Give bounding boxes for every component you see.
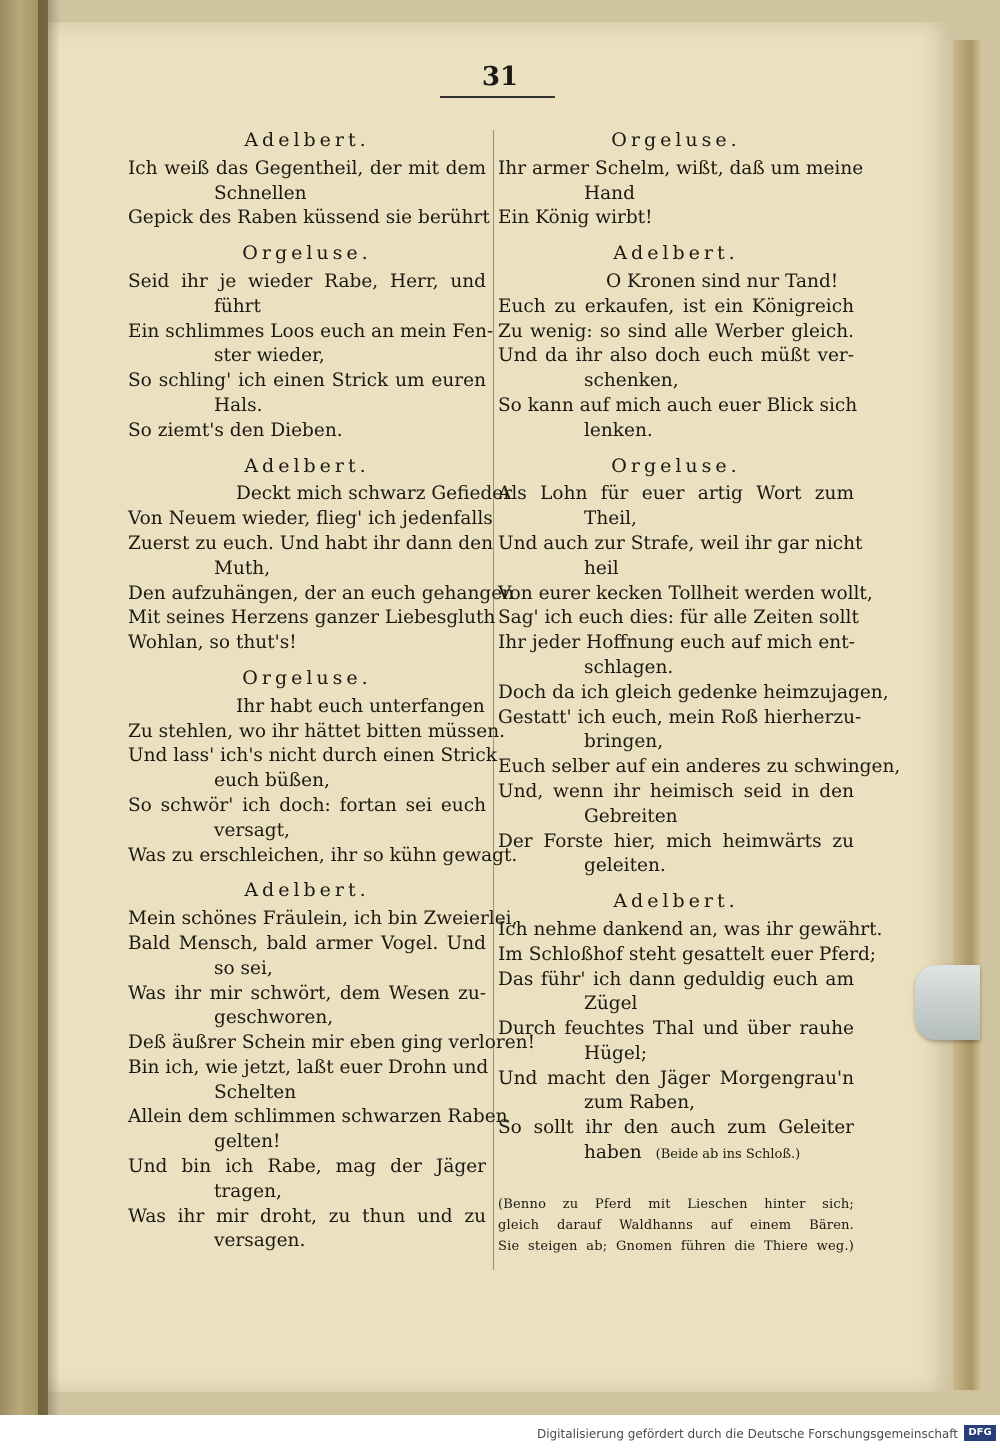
- verse-line: [498, 1116, 854, 1141]
- verse-text: Und da ihr also doch euch müßt ver-: [498, 345, 854, 367]
- verse-line: [498, 805, 854, 830]
- speaker-name: Orgeluse.: [242, 242, 372, 265]
- verse-text: zum Raben,: [584, 1092, 696, 1114]
- verse-text: Von eurer kecken Tollheit werden wollt,: [498, 582, 873, 604]
- verse-text: Das führ' ich dann geduldig euch am: [498, 968, 854, 990]
- verse-text: Mit seines Herzens ganzer Liebesgluth: [128, 607, 496, 629]
- verse-line: [128, 320, 494, 345]
- verse-text: Und lass' ich's nicht durch einen Strick: [128, 745, 497, 767]
- verse-text: tragen,: [214, 1180, 282, 1202]
- spine-shadow: [38, 0, 60, 1415]
- verse-text: Was ihr mir droht, zu thun und zu: [128, 1205, 486, 1227]
- verse-line: [128, 631, 486, 656]
- verse-text: lenken.: [584, 419, 653, 441]
- footer-bar: [0, 1415, 1000, 1456]
- verse-line: [128, 695, 486, 720]
- verse-text: Und, wenn ihr heimisch seid in den: [498, 780, 854, 802]
- verse-line: [498, 1091, 854, 1116]
- speaker-name: Adelbert.: [244, 129, 370, 151]
- verse-line: [128, 606, 496, 631]
- speaker-name: Orgeluse.: [611, 129, 741, 151]
- verse-line: [128, 1205, 486, 1230]
- verse-text: Seid ihr je wieder Rabe, Herr, und: [128, 270, 486, 292]
- verse-line: [498, 606, 859, 631]
- verse-line: [498, 656, 854, 681]
- verse-line: [128, 794, 486, 819]
- verse-text: schlagen.: [584, 656, 674, 678]
- verse-line: [128, 582, 515, 607]
- verse-line: [498, 681, 889, 706]
- verse-line: [498, 780, 854, 805]
- verse-line: [498, 394, 858, 419]
- inline-stage-direction: (Beide ab ins Schloß.): [655, 1147, 801, 1163]
- verse-text: gelten!: [214, 1131, 281, 1153]
- verse-line: [498, 968, 854, 993]
- verse-line: [128, 182, 486, 207]
- verse-text: Zügel: [584, 993, 638, 1015]
- verse-line: [498, 182, 854, 207]
- verse-text: Deß äußrer Schein mir eben ging verloren!: [128, 1032, 535, 1054]
- verse-text: So kann auf mich auch euer Blick sich: [498, 394, 858, 416]
- verse-line: [128, 769, 486, 794]
- page-number-rule: [440, 96, 555, 98]
- stage-direction-line: Sie steigen ab; Gnomen führen die Thiere weg.): [498, 1238, 854, 1254]
- verse-text: So schling' ich einen Strick um euren: [128, 370, 486, 392]
- verse-line: [128, 419, 486, 444]
- verse-text: heil: [584, 557, 619, 579]
- verse-line: [498, 295, 854, 320]
- verse-text: Und macht den Jäger Morgengrau'n: [498, 1067, 854, 1089]
- verse-text: Durch feuchtes Thal und über rauhe: [498, 1018, 854, 1040]
- verse-line: [498, 206, 854, 231]
- verse-text: Euch zu erkaufen, ist ein Königreich: [498, 295, 854, 317]
- verse-text: Hals.: [214, 394, 263, 416]
- verse-line: [498, 482, 854, 507]
- verse-line: [498, 1017, 854, 1042]
- verse-text: Zu stehlen, wo ihr hättet bitten müssen.: [128, 720, 506, 742]
- verse-line: [128, 1056, 489, 1081]
- verse-line: [498, 320, 854, 345]
- verse-line: [498, 992, 854, 1017]
- verse-text: Bin ich, wie jetzt, laßt euer Drohn und: [128, 1056, 489, 1078]
- page-clip: [915, 965, 980, 1040]
- verse-line: [128, 1155, 486, 1180]
- speaker-name: Adelbert.: [244, 454, 370, 477]
- verse-text: geschworen,: [214, 1007, 334, 1029]
- verse-text: Deckt mich schwarz Gefieder: [236, 483, 513, 505]
- verse-text: So schwör' ich doch: fortan sei euch: [128, 794, 486, 816]
- verse-text: führt: [214, 295, 261, 317]
- verse-text: versagen.: [214, 1230, 306, 1252]
- left-column: [128, 128, 535, 1254]
- stage-direction: [498, 1194, 854, 1257]
- footer-credit: Digitalisierung gefördert durch die Deutsche Forschungsgemeinschaft: [536, 1427, 958, 1441]
- verse-text: Sag' ich euch dies: für alle Zeiten sollt: [498, 607, 859, 629]
- verse-text: Mein schönes Fräulein, ich bin Zweierlei,: [128, 908, 518, 930]
- verse-line: [498, 730, 854, 755]
- verse-text: Muth,: [214, 557, 271, 579]
- verse-line: [498, 369, 854, 394]
- verse-text: Hügel;: [584, 1042, 647, 1064]
- verse-text: Was ihr mir schwört, dem Wesen zu-: [128, 982, 486, 1004]
- verse-text: Ihr habt euch unterfangen: [236, 695, 485, 717]
- verse-text: Schelten: [214, 1081, 297, 1103]
- verse-line: [498, 557, 854, 582]
- verse-text: Im Schloßhof steht gesattelt euer Pferd;: [498, 943, 877, 965]
- speaker-name: Orgeluse.: [611, 454, 741, 477]
- verse-line: [128, 1031, 535, 1056]
- verse-line: [128, 844, 518, 869]
- verse-text: Theil,: [584, 508, 637, 530]
- verse-line: [128, 1180, 486, 1205]
- verse-text: euch büßen,: [214, 770, 330, 792]
- verse-line: [498, 344, 854, 369]
- stage-direction-line: gleich darauf Waldhanns auf einem Bären.: [498, 1217, 854, 1233]
- verse-line: [128, 507, 493, 532]
- verse-text: Ein König wirbt!: [498, 207, 653, 229]
- verse-text: haben: [584, 1142, 642, 1164]
- verse-line: [498, 1141, 854, 1168]
- verse-text: geleiten.: [584, 855, 666, 877]
- verse-line: [128, 344, 486, 369]
- verse-text: schenken,: [584, 370, 679, 392]
- verse-text: Gepick des Raben küssend sie berührt: [128, 207, 490, 229]
- verse-line: [128, 1130, 486, 1155]
- verse-line: [128, 1105, 508, 1130]
- verse-text: Euch selber auf ein anderes zu schwingen,: [498, 756, 901, 778]
- verse-line: [498, 1067, 854, 1092]
- verse-line: [498, 507, 854, 532]
- verse-text: versagt,: [214, 819, 290, 841]
- verse-text: Ich weiß das Gegentheil, der mit dem: [128, 157, 486, 179]
- verse-text: ster wieder,: [214, 345, 325, 367]
- verse-line: [498, 419, 854, 444]
- verse-text: Gestatt' ich euch, mein Roß hierherzu-: [498, 706, 862, 728]
- verse-line: [128, 369, 486, 394]
- verse-line: [128, 394, 486, 419]
- verse-text: Der Forste hier, mich heimwärts zu: [498, 830, 854, 852]
- verse-text: Von Neuem wieder, flieg' ich jedenfalls: [128, 508, 493, 530]
- verse-text: so sei,: [214, 957, 273, 979]
- verse-text: Allein dem schlimmen schwarzen Raben: [128, 1106, 508, 1128]
- verse-line: [498, 157, 864, 182]
- verse-text: Doch da ich gleich gedenke heimzujagen,: [498, 681, 889, 703]
- verse-text: Zuerst zu euch. Und habt ihr dann den: [128, 532, 493, 554]
- verse-line: [498, 918, 883, 943]
- verse-line: [498, 582, 873, 607]
- verse-text: Den aufzuhängen, der an euch gehangen: [128, 582, 515, 604]
- verse-line: [128, 1006, 486, 1031]
- verse-line: [128, 957, 486, 982]
- verse-line: [498, 830, 854, 855]
- verse-line: [128, 532, 493, 557]
- verse-line: [128, 744, 497, 769]
- verse-text: O Kronen sind nur Tand!: [606, 270, 839, 292]
- verse-text: Wohlan, so thut's!: [128, 632, 297, 654]
- verse-line: [128, 295, 486, 320]
- verse-line: [128, 206, 490, 231]
- verse-text: Ihr jeder Hoffnung euch auf mich ent-: [498, 632, 855, 654]
- dfg-logo: DFG: [964, 1425, 996, 1441]
- verse-text: Und bin ich Rabe, mag der Jäger: [128, 1156, 486, 1178]
- verse-line: [128, 557, 486, 582]
- speaker-name: Adelbert.: [613, 890, 739, 913]
- verse-line: [128, 720, 506, 745]
- verse-line: [498, 532, 863, 557]
- verse-line: [128, 819, 486, 844]
- verse-text: Ich nehme dankend an, was ihr gewährt.: [498, 918, 883, 940]
- stage-direction-line: (Benno zu Pferd mit Lieschen hinter sich;: [498, 1196, 854, 1212]
- verse-text: bringen,: [584, 731, 664, 753]
- verse-text: Was zu erschleichen, ihr so kühn gewagt.: [128, 844, 518, 866]
- verse-text: Gebreiten: [584, 805, 678, 827]
- speaker-name: Adelbert.: [613, 242, 739, 265]
- verse-line: [498, 706, 862, 731]
- verse-line: [498, 631, 854, 656]
- verse-text: Und auch zur Strafe, weil ihr gar nicht: [498, 532, 863, 554]
- verse-text: Schnellen: [214, 182, 307, 204]
- verse-text: Ein schlimmes Loos euch an mein Fen-: [128, 320, 494, 342]
- verse-line: [128, 932, 486, 957]
- verse-line: [128, 157, 486, 182]
- column-divider: [493, 130, 494, 1270]
- verse-line: [128, 907, 518, 932]
- speaker-name: Orgeluse.: [242, 666, 372, 689]
- verse-text: Hand: [584, 182, 635, 204]
- verse-text: Zu wenig: so sind alle Werber gleich.: [498, 320, 854, 342]
- verse-text: Bald Mensch, bald armer Vogel. Und: [128, 932, 486, 954]
- verse-line: [128, 982, 486, 1007]
- verse-text: Ihr armer Schelm, wißt, daß um meine: [498, 157, 864, 179]
- right-column: [498, 128, 901, 1257]
- verse-line: [498, 943, 877, 968]
- verse-text: So ziemt's den Dieben.: [128, 419, 343, 441]
- page-number: 31: [481, 62, 519, 92]
- verse-line: [498, 1042, 854, 1067]
- verse-text: So sollt ihr den auch zum Geleiter: [498, 1117, 854, 1139]
- verse-text: Als Lohn für euer artig Wort zum: [498, 483, 854, 505]
- verse-line: [128, 482, 513, 507]
- verse-line: [498, 854, 854, 879]
- verse-line: [128, 1081, 486, 1106]
- page-edges: [953, 40, 983, 1390]
- verse-line: [498, 270, 854, 295]
- speaker-name: Adelbert.: [244, 879, 370, 902]
- verse-line: [128, 1229, 486, 1254]
- verse-line: [128, 270, 486, 295]
- verse-line: [498, 755, 901, 780]
